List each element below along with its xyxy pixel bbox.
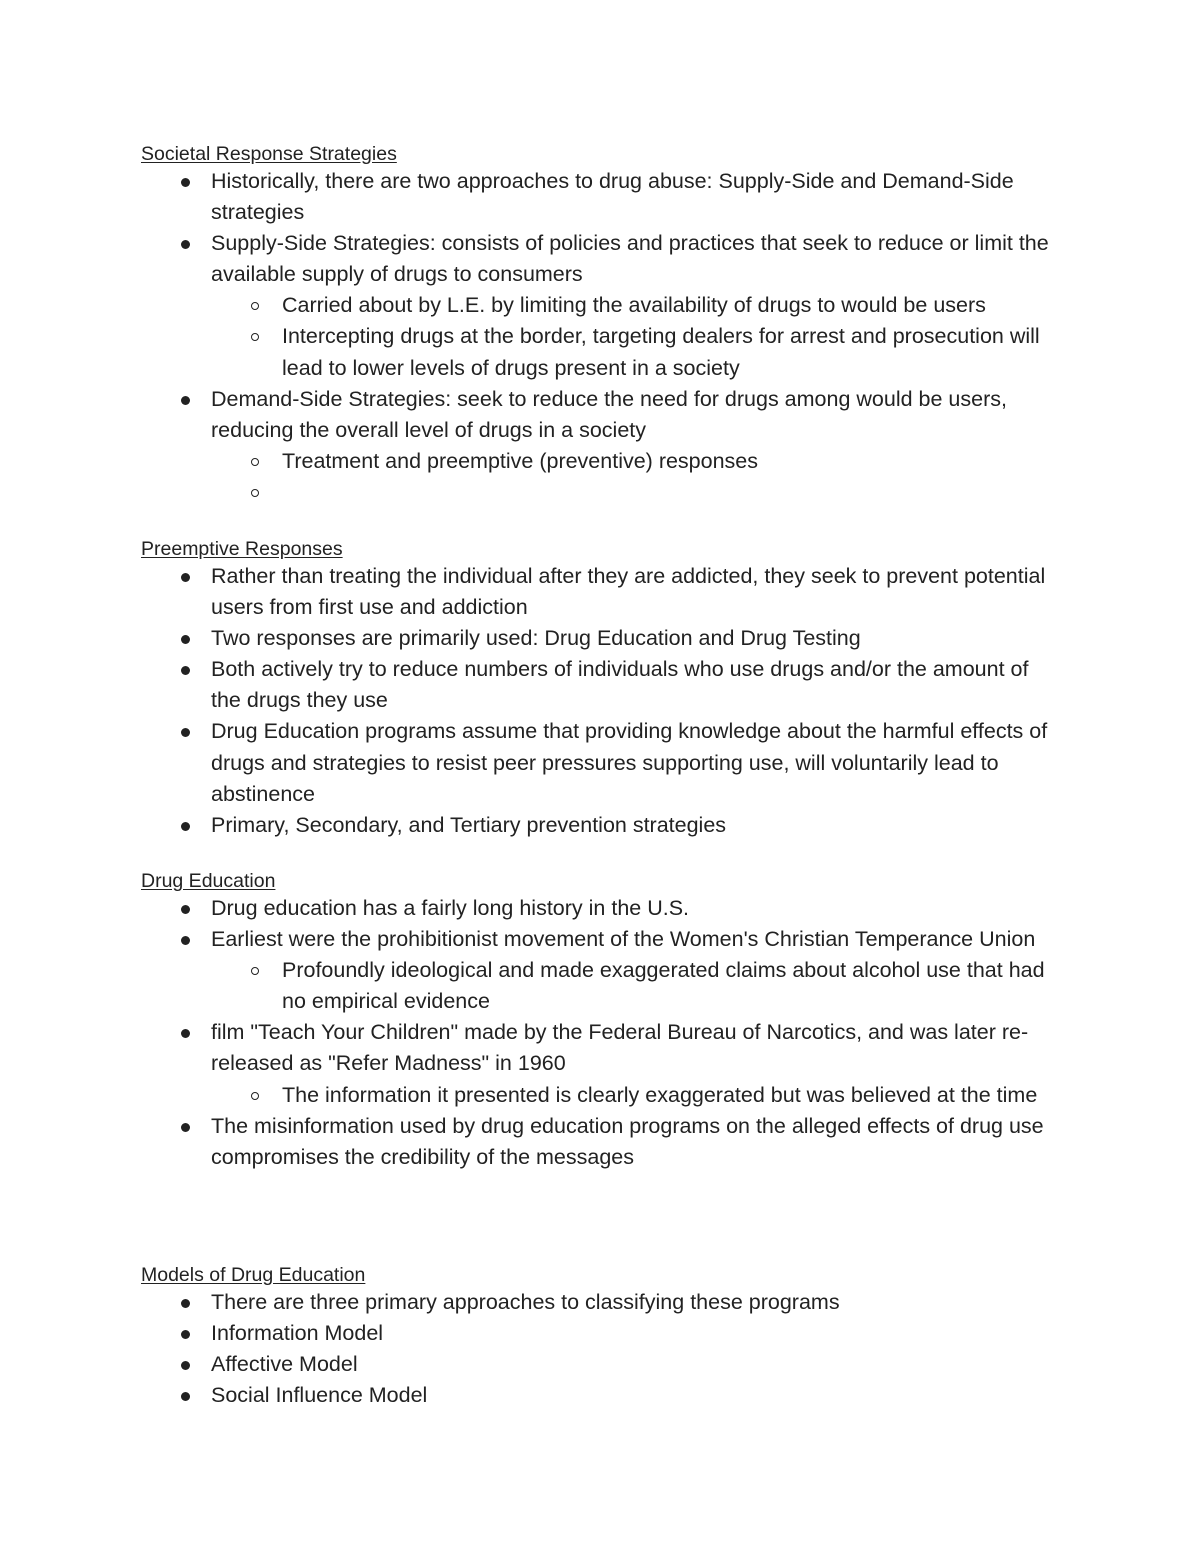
bullet-filled-icon [181, 1330, 190, 1339]
list-item [141, 1349, 1061, 1380]
list-item-text: The misinformation used by drug education programs on the alleged effects of drug use compromises the credibility of the messages [211, 1113, 1044, 1169]
list-item [141, 1017, 1061, 1079]
list-item [141, 1287, 1061, 1318]
list-item-text: There are three primary approaches to classifying these programs [211, 1290, 840, 1314]
bullet-hollow-icon [251, 458, 259, 466]
list-item-text: film "Teach Your Children" made by the Federal Bureau of Narcotics, and was later re-released as "Refer Madness" in 1960 [211, 1020, 1029, 1076]
section-societal-response-strategies [141, 142, 1081, 508]
bullet-hollow-icon [251, 333, 259, 341]
sub-list-item [141, 321, 1062, 383]
list-item [141, 924, 1061, 955]
list-item-text: Primary, Secondary, and Tertiary prevention strategies [211, 812, 727, 837]
bullet-filled-icon [181, 573, 190, 582]
sub-list-item [141, 955, 1062, 1017]
list-item [141, 716, 1061, 809]
sub-list-item [141, 1080, 1062, 1111]
list-item-text: Social Influence Model [211, 1383, 428, 1408]
bullet-filled-icon [181, 936, 190, 945]
list-item-text: Supply-Side Strategies: consists of policies and practices that seek to reduce or limit the available supply of drugs to consumers [211, 231, 1049, 287]
bullet-filled-icon [181, 1299, 190, 1308]
list-item [141, 810, 1061, 841]
bullet-filled-icon [181, 178, 190, 187]
bullet-hollow-icon [251, 489, 259, 497]
bullet-filled-icon [181, 1029, 190, 1038]
section-heading: Preemptive Responses [141, 538, 343, 560]
list-item-text: Earliest were the prohibitionist movement of the Women's Christian Temperance Union [211, 927, 1036, 952]
list-item-text: Information Model [211, 1321, 384, 1346]
list-item-text: Profoundly ideological and made exaggerated claims about alcohol use that had no empirical evidence [282, 958, 1045, 1014]
list-item-text: Affective Model [211, 1352, 358, 1377]
list-item [141, 561, 1061, 623]
bullet-filled-icon [181, 1361, 190, 1370]
list-item-text: Drug Education programs assume that providing knowledge about the harmful effects of drugs and strategies to resist peer pressures supporting use, will voluntarily lead to abstinence [211, 719, 1048, 806]
bullet-hollow-icon [251, 302, 259, 310]
bullet-filled-icon [181, 822, 190, 831]
list-item-text: Intercepting drugs at the border, targeting dealers for arrest and prosecution will lead to lower levels of drugs present in a society [282, 324, 1040, 380]
list-item-text: Historically, there are two approaches to drug abuse: Supply-Side and Demand-Side strategies [211, 169, 1014, 225]
bullet-filled-icon [181, 635, 190, 644]
list-item [141, 166, 1061, 228]
list-item [141, 1111, 1061, 1173]
list-item [141, 893, 1061, 924]
section-heading: Models of Drug Education [141, 1264, 366, 1286]
list-item-text: Rather than treating the individual after they are addicted, they seek to prevent potential users from first use and addiction [211, 564, 1046, 620]
sub-list-item-empty [141, 477, 1062, 508]
list-item-text: Treatment and preemptive (preventive) responses [282, 448, 759, 473]
section-preemptive-responses [141, 537, 1081, 841]
section-models-of-drug-education [141, 1263, 1081, 1411]
section-drug-education [141, 869, 1081, 1173]
section-heading: Societal Response Strategies [141, 143, 397, 165]
bullet-filled-icon [181, 1392, 190, 1401]
bullet-filled-icon [181, 728, 190, 737]
bullet-hollow-icon [251, 1092, 259, 1100]
list-item-text: The information it presented is clearly exaggerated but was believed at the time [282, 1082, 1038, 1107]
bullet-filled-icon [181, 240, 190, 249]
list-item-text: Drug education has a fairly long history in the U.S. [211, 896, 690, 920]
bullet-hollow-icon [251, 967, 259, 975]
sub-list-item [141, 446, 1062, 477]
section-heading: Drug Education [141, 870, 276, 892]
sub-list-item [141, 290, 1062, 321]
list-item [141, 623, 1061, 654]
list-item-text: Two responses are primarily used: Drug Education and Drug Testing [211, 626, 861, 651]
list-item [141, 654, 1061, 716]
list-item [141, 1380, 1061, 1411]
list-item [141, 384, 1061, 446]
bullet-filled-icon [181, 905, 190, 914]
list-item-text: Carried about by L.E. by limiting the availability of drugs to would be users [282, 293, 986, 318]
bullet-filled-icon [181, 666, 190, 675]
list-item [141, 228, 1061, 290]
list-item [141, 1318, 1061, 1349]
list-item-text: Demand-Side Strategies: seek to reduce the need for drugs among would be users, reducing the overall level of drugs in a society [211, 386, 1007, 442]
bullet-filled-icon [181, 396, 190, 405]
bullet-filled-icon [181, 1123, 190, 1132]
list-item-text: Both actively try to reduce numbers of individuals who use drugs and/or the amount of the drugs they use [211, 657, 1029, 713]
